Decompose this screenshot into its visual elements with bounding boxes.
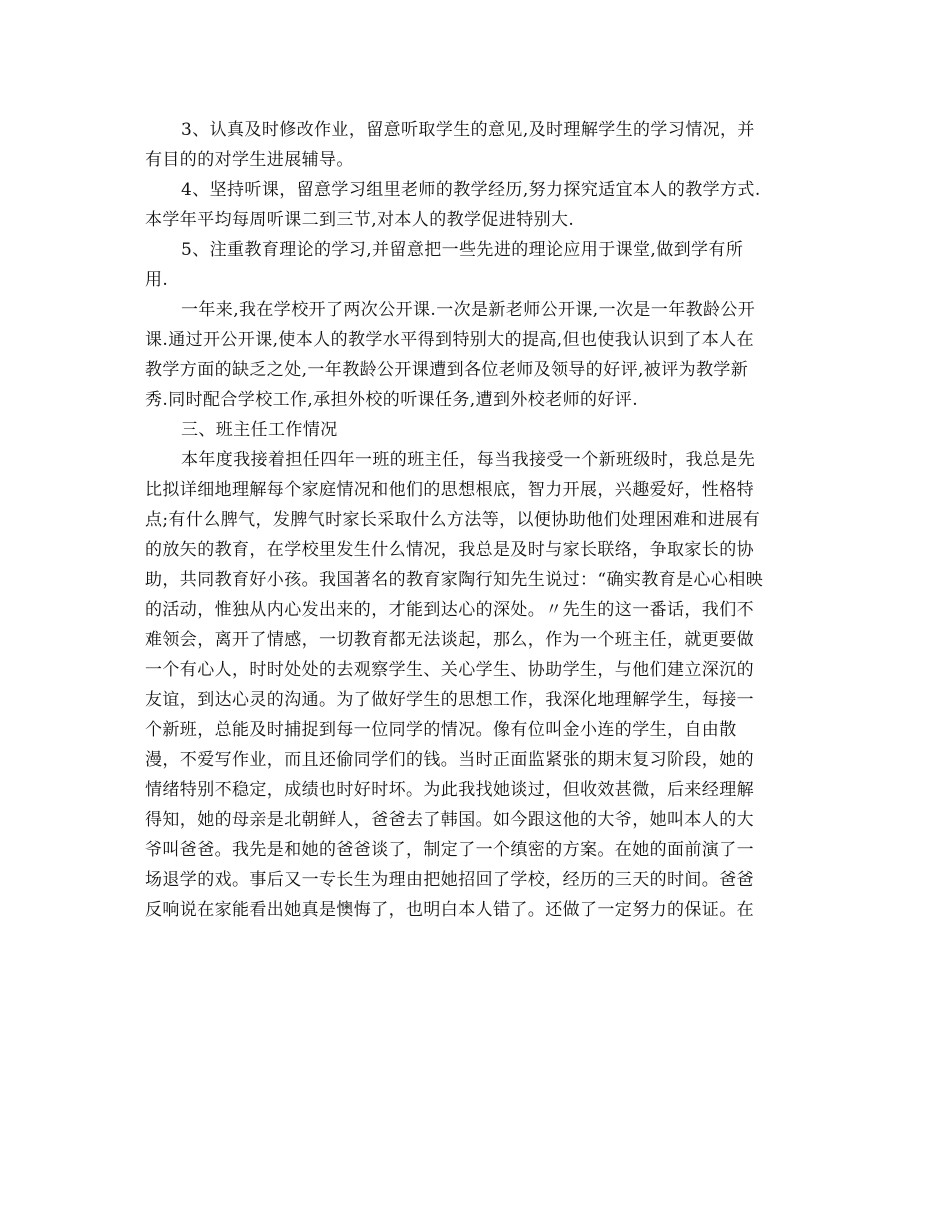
- paragraph-line: 的活动，惟独从内心发出来的，才能到达心的深处。〃先生的这一番话，我们不: [145, 600, 754, 620]
- paragraph-line: 教学方面的缺乏之处,一年教龄公开课遭到各位老师及领导的好评,被评为教学新: [145, 360, 749, 380]
- paragraph-line: 课.通过开公开课,使本人的教学水平得到特别大的提高,但也使我认识到了本人在: [145, 330, 755, 350]
- paragraph-line: 本学年平均每周听课二到三节,对本人的教学促进特别大.: [145, 210, 575, 230]
- paragraph-line: 爷叫爸爸。我先是和她的爸爸谈了，制定了一个缜密的方案。在她的面前演了一: [145, 840, 754, 860]
- paragraph-line: 秀.同时配合学校工作,承担外校的听课任务,遭到外校老师的好评.: [145, 390, 639, 410]
- document-page: [145, 115, 805, 925]
- paragraph-line: 点;有什么脾气，发脾气时家长采取什么方法等，以便协助他们处理困难和进展有: [145, 510, 761, 530]
- paragraph-line: 一个有心人，时时处处的去观察学生、关心学生、协助学生，与他们建立深沉的: [145, 660, 754, 680]
- paragraph-line: 助，共同教育好小孩。我国著名的教育家陶行知先生说过：“确实教育是心心相映: [145, 570, 764, 590]
- paragraph-line: 有目的的对学生进展辅导。: [145, 150, 354, 170]
- paragraph-line: 情绪特别不稳定，成绩也时好时坏。为此我找她谈过，但收效甚微，后来经理解: [145, 780, 754, 800]
- paragraph-line: 本年度我接着担任四年一班的班主任，每当我接受一个新班级时，我总是先: [181, 450, 756, 470]
- paragraph-line: 4、坚持听课，留意学习组里老师的教学经历,努力探究适宜本人的教学方式.: [181, 180, 761, 200]
- paragraph-line: 用.: [145, 270, 169, 290]
- section-heading: 三、班主任工作情况: [181, 420, 338, 440]
- paragraph-line: 反响说在家能看出她真是懊悔了，也明白本人错了。还做了一定努力的保证。在: [145, 900, 754, 920]
- paragraph-line: 3、认真及时修改作业，留意听取学生的意见,及时理解学生的学习情况，并: [181, 120, 755, 140]
- paragraph-line: 得知，她的母亲是北朝鲜人，爸爸去了韩国。如今跟这他的大爷，她叫本人的大: [145, 810, 754, 830]
- paragraph-line: 个新班，总能及时捕捉到每一位同学的情况。像有位叫金小连的学生，自由散: [145, 720, 737, 740]
- paragraph-line: 比拟详细地理解每个家庭情况和他们的思想根底，智力开展，兴趣爱好，性格特: [145, 480, 754, 500]
- paragraph-line: 难领会，离开了情感，一切教育都无法谈起，那么，作为一个班主任，就更要做: [145, 630, 754, 650]
- paragraph-line: 的放矢的教育，在学校里发生什么情况，我总是及时与家长联络，争取家长的协: [145, 540, 754, 560]
- paragraph-line: 5、注重教育理论的学习,并留意把一些先进的理论应用于课堂,做到学有所: [181, 240, 744, 260]
- paragraph-line: 一年来,我在学校开了两次公开课.一次是新老师公开课,一次是一年教龄公开: [181, 300, 756, 320]
- paragraph-line: 漫，不爱写作业，而且还偷同学们的钱。当时正面监紧张的期末复习阶段，她的: [145, 750, 754, 770]
- paragraph-line: 场退学的戏。事后又一专长生为理由把她招回了学校，经历的三天的时间。爸爸: [145, 870, 754, 890]
- paragraph-line: 友谊，到达心灵的沟通。为了做好学生的思想工作，我深化地理解学生，每接一: [145, 690, 754, 710]
